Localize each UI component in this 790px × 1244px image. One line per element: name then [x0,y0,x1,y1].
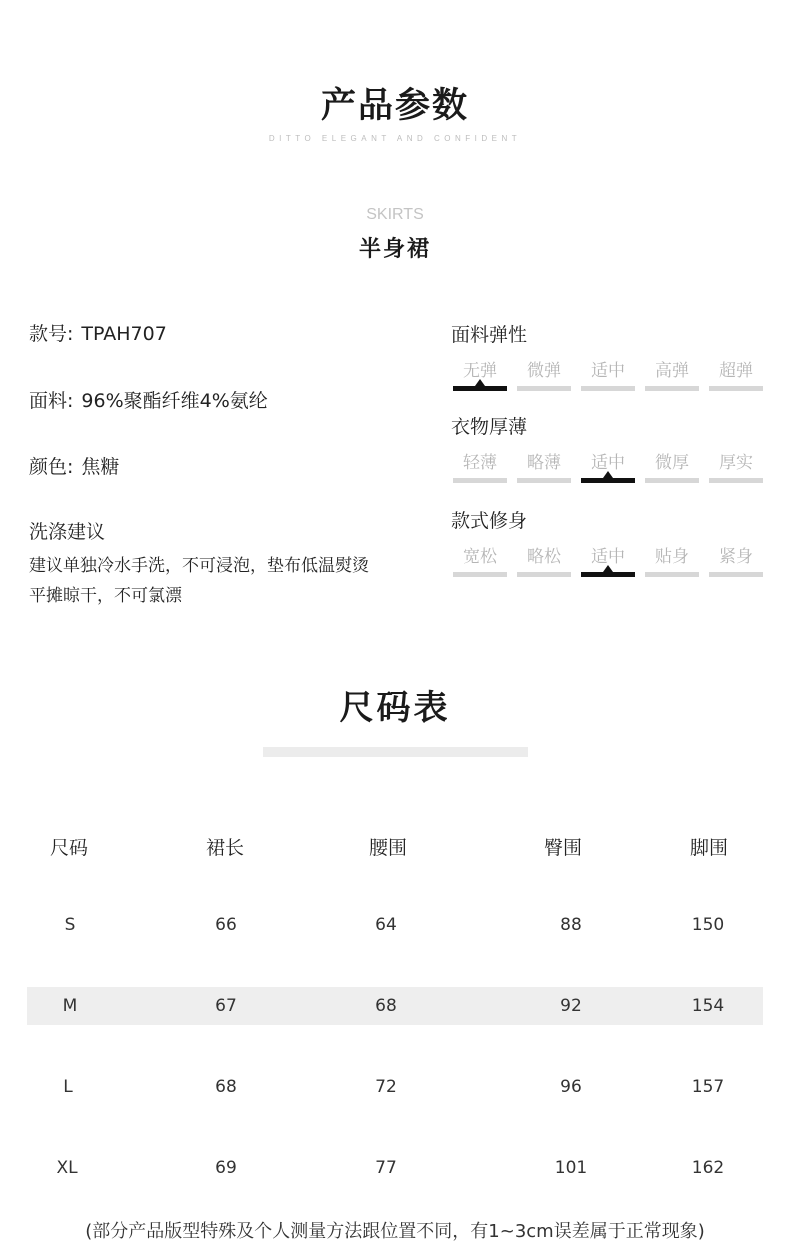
table-header-row [27,829,763,867]
table-cell: XL [56,1158,78,1178]
table-row [27,906,763,944]
rating-option-label: 厚实 [719,453,753,473]
table-cell: 68 [215,1077,237,1097]
rating-bar [709,386,763,391]
rating-option [581,546,635,568]
rating-option-label: 略薄 [527,453,561,473]
rating-option-label: 高弹 [655,361,689,381]
table-cell: 101 [554,1158,588,1178]
column-header: 尺码 [49,837,89,859]
rating-option-label: 轻薄 [463,453,497,473]
column-header: 腰围 [368,837,408,859]
table-cell: 157 [691,1077,725,1097]
rating-bar [453,478,507,483]
table-cell: 66 [215,915,237,935]
table-cell: 77 [375,1158,397,1178]
fabric-value: 96%聚酯纤维4%氨纶 [81,390,268,412]
color [29,452,119,479]
rating-option-label: 贴身 [655,547,689,567]
table-cell: 150 [691,915,725,935]
rating-option-label: 无弹 [463,361,497,381]
table-row [27,1149,763,1187]
column-header: 脚围 [689,837,729,859]
rating-bar [709,478,763,483]
table-cell: 72 [375,1077,397,1097]
rating-scale-elasticity [453,360,773,400]
rating-scale-fit [453,546,773,586]
wash-line-2: 平摊晾干，不可氯漂 [29,586,182,606]
table-cell: 88 [560,915,582,935]
size-chart-divider [263,747,528,757]
rating-option [645,546,699,568]
rating-bar [709,572,763,577]
rating-bar-selected [581,572,635,577]
rating-bar-selected [453,386,507,391]
rating-bar [517,478,571,483]
rating-bar [517,386,571,391]
rating-option [581,360,635,382]
rating-option-label: 微弹 [527,361,561,381]
page-subtitle: DITTO ELEGANT AND CONFIDENT [268,134,522,143]
rating-scale-thickness [453,452,773,492]
rating-option-label: 超弹 [719,361,753,381]
table-cell: M [62,996,78,1016]
fabric [29,386,268,413]
rating-option-label: 适中 [591,547,625,567]
rating-option-label: 微厚 [655,453,689,473]
rating-option [453,452,507,474]
item-number-value: TPAH707 [81,323,167,345]
rating-option [709,546,763,568]
item-number-label: 款号: [29,323,74,345]
item-number [29,319,167,346]
column-header: 臀围 [543,837,583,859]
size-chart-title: 尺码表 [339,688,451,728]
table-cell: S [64,915,76,935]
rating-option [517,546,571,568]
rating-bar-selected [581,478,635,483]
wash-title: 洗涤建议 [29,521,106,543]
rating-option [453,360,507,382]
rating-bar [645,386,699,391]
fabric-label: 面料: [29,390,74,412]
rating-option [517,360,571,382]
table-cell: 162 [691,1158,725,1178]
rating-option-label: 略松 [527,547,561,567]
rating-option [517,452,571,474]
rating-option [709,360,763,382]
rating-bar [645,478,699,483]
table-row [27,987,763,1025]
selected-marker-icon [475,379,485,386]
rating-option [645,360,699,382]
rating-bar [645,572,699,577]
wash-line-1: 建议单独冷水手洗，不可浸泡，垫布低温熨烫 [29,556,369,576]
table-cell: 68 [375,996,397,1016]
column-header: 裙长 [205,837,245,859]
rating-option [645,452,699,474]
selected-marker-icon [603,471,613,478]
rating-option-label: 紧身 [719,547,753,567]
rating-option [709,452,763,474]
rating-option-label: 适中 [591,361,625,381]
category-english: SKIRTS [366,206,424,223]
rating-bar [517,572,571,577]
color-label: 颜色: [29,456,74,478]
rating-option-label: 宽松 [463,547,497,567]
rating-bar [453,572,507,577]
table-cell: 92 [560,996,582,1016]
table-cell: 69 [215,1158,237,1178]
color-value: 焦糖 [81,456,120,478]
measurement-footnote: (部分产品版型特殊及个人测量方法跟位置不同，有1~3cm误差属于正常现象) [85,1221,705,1242]
category-chinese: 半身裙 [358,237,431,262]
page-title: 产品参数 [320,86,469,126]
table-cell: 67 [215,996,237,1016]
rating-option [581,452,635,474]
rating-option-label: 适中 [591,453,625,473]
table-cell: 64 [375,915,397,935]
rating-title-elasticity: 面料弹性 [451,324,528,346]
wash-instructions [29,551,419,611]
table-cell: 96 [560,1077,582,1097]
rating-title-thickness: 衣物厚薄 [451,416,528,438]
table-cell: 154 [691,996,725,1016]
rating-bar [581,386,635,391]
rating-option [453,546,507,568]
rating-title-fit: 款式修身 [451,510,528,532]
table-row [27,1068,763,1106]
selected-marker-icon [603,565,613,572]
table-cell: L [63,1077,73,1097]
